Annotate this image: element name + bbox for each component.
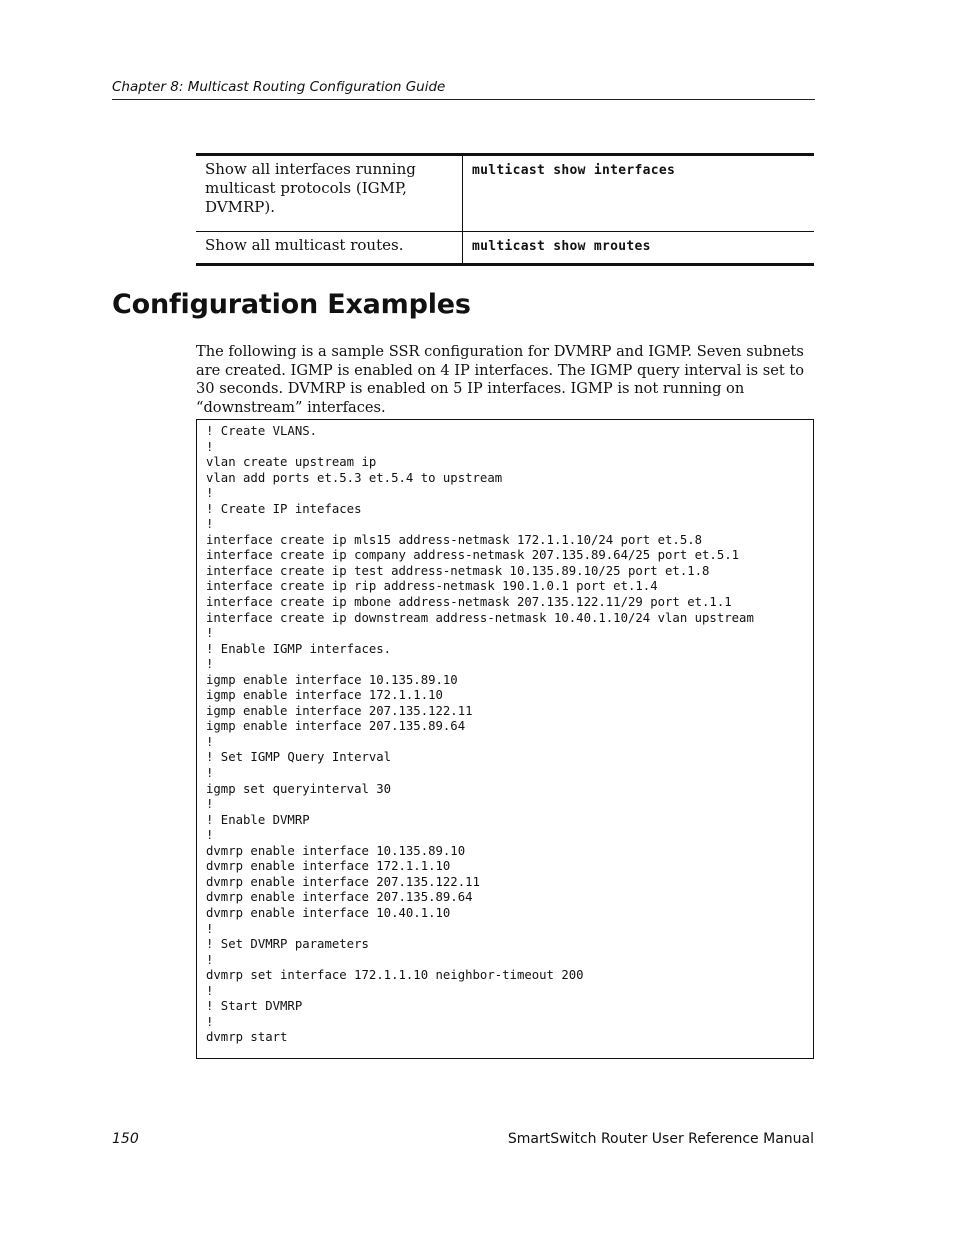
code-line: ! [206,921,214,936]
code-line: ! [206,983,214,998]
manual-title: SmartSwitch Router User Reference Manual [507,1131,814,1147]
table-row [196,155,814,232]
running-header: Chapter 8: Multicast Routing Configuration Guide [112,79,815,100]
code-line: vlan create upstream ip [206,455,377,470]
table-row [196,232,814,265]
command-syntax: multicast show mroutes [463,232,815,265]
code-example-box [196,419,814,1059]
code-line: ! Start DVMRP [206,999,303,1014]
code-line: dvmrp start [206,1030,288,1045]
code-line: ! [206,766,214,781]
code-line: dvmrp enable interface 172.1.1.10 [206,859,451,874]
page-number: 150 [112,1131,139,1147]
code-line: ! Create VLANS. [206,424,318,438]
code-line: igmp enable interface 172.1.1.10 [206,688,443,703]
code-line: interface create ip mls15 address-netmask 172.1.1.10/24 port et.5.8 [206,532,703,547]
code-line: dvmrp enable interface 10.40.1.10 [206,905,451,920]
code-line: interface create ip mbone address-netmask 207.135.122.11/29 port et.1.1 [206,595,732,610]
command-description: Show all interfaces running multicast protocols (IGMP, DVMRP). [196,155,463,232]
code-line: interface create ip rip address-netmask 190.1.0.1 port et.1.4 [206,579,658,594]
command-syntax: multicast show interfaces [472,163,676,178]
code-line: ! [206,828,214,843]
code-line: ! [206,657,214,672]
code-line: dvmrp enable interface 207.135.122.11 [206,874,480,889]
code-line: ! Enable IGMP interfaces. [206,641,392,656]
code-line: igmp enable interface 207.135.89.64 [206,719,466,734]
code-line: ! [206,517,214,532]
code-line: igmp enable interface 10.135.89.10 [206,672,458,687]
code-line: igmp enable interface 207.135.122.11 [206,703,473,718]
code-line: ! [206,1014,214,1029]
code-line: ! [206,797,214,812]
code-line: interface create ip test address-netmask 10.135.89.10/25 port et.1.8 [206,563,710,578]
code-line: ! Create IP intefaces [206,501,362,516]
code-line: dvmrp enable interface 10.135.89.10 [206,843,466,858]
code-line: igmp set queryinterval 30 [206,781,392,796]
command-description: Show all multicast routes. [196,232,463,265]
code-line: ! Set IGMP Query Interval [206,750,392,765]
code-line: interface create ip company address-netmask 207.135.89.64/25 port et.5.1 [206,548,740,563]
code-line: ! [206,439,214,454]
code-line: dvmrp enable interface 207.135.89.64 [206,890,473,905]
code-line: ! [206,734,214,749]
section-title: Configuration Examples [112,289,471,320]
code-line: ! [206,952,214,967]
command-table [196,153,814,266]
code-listing [197,420,813,1046]
intro-paragraph: The following is a sample SSR configuration for DVMRP and IGMP. Seven subnets are created. IGMP is enabled on 4 IP interfaces. The IGMP query interval is set to 30 seconds. DVMRP is enabled on 5 IP interfaces. IGMP is not running on “downstream” interfaces. [196,343,805,416]
code-line: ! [206,486,214,501]
code-line: dvmrp set interface 172.1.1.10 neighbor-timeout 200 [206,968,584,983]
code-line: ! Set DVMRP parameters [206,937,369,952]
code-line: ! Enable DVMRP [206,812,310,827]
code-line: interface create ip downstream address-netmask 10.40.1.10/24 vlan upstream [206,610,754,625]
code-line: ! [206,626,214,641]
code-line: vlan add ports et.5.3 et.5.4 to upstream [206,470,503,485]
